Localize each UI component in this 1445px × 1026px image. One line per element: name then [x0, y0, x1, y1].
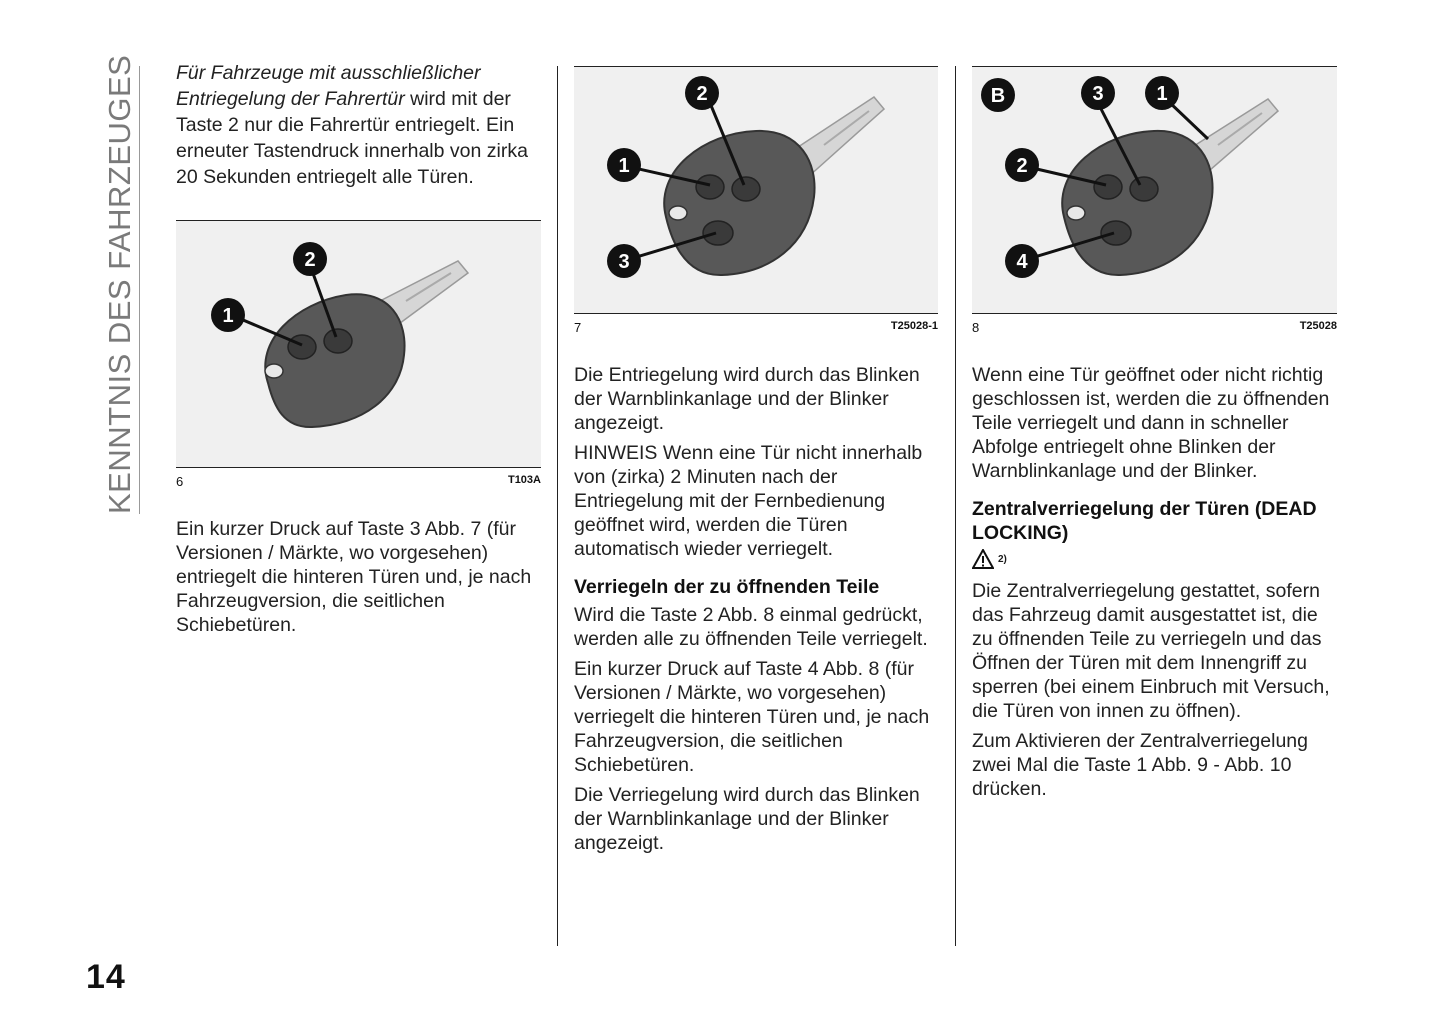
section-heading: Verriegeln der zu öffnenden Teile	[574, 576, 880, 598]
paragraph: Die Entriegelung wird durch das Blinken der Warnblinkanlage und der Blinker angezeigt.	[574, 364, 920, 434]
figure-code: T25028-1	[890, 320, 938, 332]
warning-triangle-icon	[972, 549, 994, 569]
callout-1: 1	[222, 305, 234, 327]
key-fob-2-button-illustration	[176, 221, 541, 467]
section-title-text: KENNTNIS DES FAHRZEUGES	[102, 54, 137, 514]
figure-8	[972, 66, 1337, 335]
paragraph: Wird die Taste 2 Abb. 8 einmal gedrückt, werden alle zu öffnenden Teile verriegelt.	[574, 604, 928, 650]
column-divider	[955, 66, 956, 946]
figure-code: T25028	[1299, 320, 1337, 332]
callout-1: 1	[1156, 83, 1168, 105]
callout-4: 4	[1016, 251, 1028, 273]
column-1	[176, 60, 541, 643]
figure-caption	[972, 314, 1337, 335]
warning-reference	[972, 549, 1337, 569]
intro-italic: Für Fahrzeuge mit ausschließlicher Entriegelung der Fahrertür	[176, 62, 481, 110]
callout-b: B	[990, 85, 1006, 107]
callout-1: 1	[618, 155, 630, 177]
paragraph: Die Zentralverriegelung gestattet, sofern das Fahrzeug damit ausgestattet ist, die zu öffnenden Teile zu verriegeln und das Öffnen der Türen mit dem Innengriff zu sperren (bei einem Einbruch mit Versuch, die Türen von innen zu öffnen).	[972, 580, 1330, 722]
column-3	[972, 66, 1337, 807]
figure-7	[574, 66, 938, 335]
figure-code: T103A	[507, 474, 541, 486]
figure-6	[176, 220, 541, 489]
figure-6-image	[176, 221, 541, 467]
figure-caption	[176, 468, 541, 489]
paragraph: Wenn eine Tür geöffnet oder nicht richtig geschlossen ist, werden die zu öffnenden Teile verriegelt und dann in schneller Abfolge entriegelt ohne Blinken der Warnblinkanlage und der Blinker.	[972, 364, 1330, 482]
figure-7-image	[574, 67, 938, 313]
figure-caption	[574, 314, 938, 335]
key-fob-3-button-illustration	[574, 67, 938, 313]
paragraph: Ein kurzer Druck auf Taste 4 Abb. 8 (für Versionen / Märkte, wo vorgesehen) verriegelt die hinteren Türen und, je nach Fahrzeugversion, die seitlichen Schiebetüren.	[574, 658, 930, 776]
paragraph: Ein kurzer Druck auf Taste 3 Abb. 7 (für Versionen / Märkte, wo vorgesehen) entriegelt die hinteren Türen und, je nach Fahrzeugversion, die seitlichen Schiebetüren.	[176, 518, 532, 636]
figure-number: 8	[972, 320, 980, 335]
warning-ref: 2)	[998, 553, 1007, 565]
callout-2: 2	[1016, 155, 1028, 177]
callout-3: 3	[618, 251, 630, 273]
intro-rest: wird mit der Taste 2 nur die Fahrertür entriegelt. Ein erneuter Tastendruck innerhalb von zirka 20 Sekunden entriegelt alle Türen.	[176, 88, 528, 188]
intro-paragraph	[176, 60, 541, 190]
column-divider	[557, 66, 558, 946]
sidebar-divider	[139, 66, 140, 514]
note-paragraph: HINWEIS Wenn eine Tür nicht innerhalb von (zirka) 2 Minuten nach der Entriegelung mit der Fernbedienung geöffnet wird, werden die Türen automatisch wieder verriegelt.	[574, 442, 923, 560]
page-number: 14	[86, 958, 126, 996]
key-fob-3-button-labelled-illustration	[972, 67, 1337, 313]
callout-2: 2	[304, 249, 316, 271]
column-2	[574, 66, 938, 861]
paragraph: Die Verriegelung wird durch das Blinken der Warnblinkanlage und der Blinker angezeigt.	[574, 784, 920, 854]
section-title-vertical	[100, 54, 140, 514]
section-heading: Zentralverriegelung der Türen (DEAD LOCKING)	[972, 498, 1317, 544]
figure-8-image	[972, 67, 1337, 313]
figure-number: 6	[176, 474, 184, 489]
callout-2: 2	[696, 83, 708, 105]
callout-3: 3	[1092, 83, 1104, 105]
paragraph: Zum Aktivieren der Zentralverriegelung zwei Mal die Taste 1 Abb. 9 - Abb. 10 drücken.	[972, 730, 1308, 800]
figure-number: 7	[574, 320, 582, 335]
